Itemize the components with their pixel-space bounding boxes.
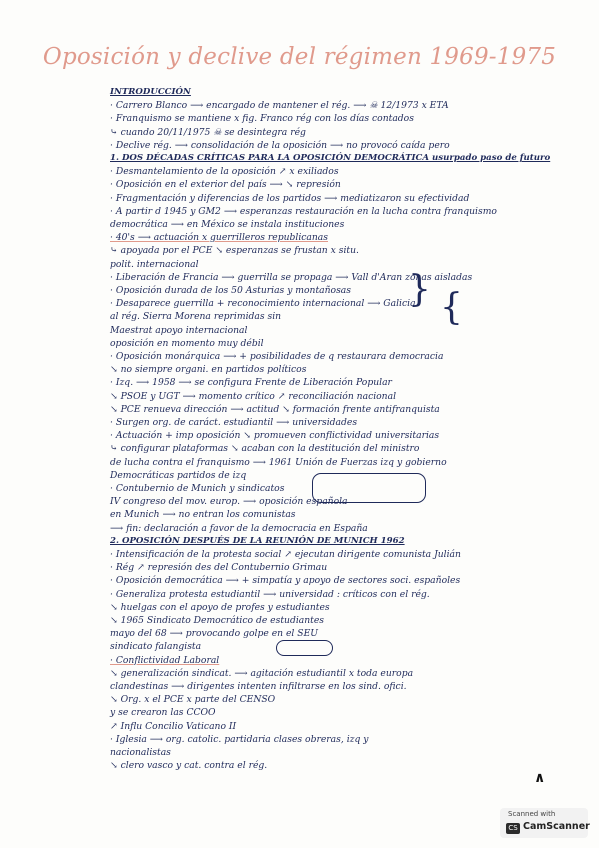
- note-line: · Generaliza protesta estudiantil ⟶ universidad : críticos con el rég.: [110, 588, 430, 600]
- note-line: · Surgen org. de caráct. estudiantil ⟶ universidades: [110, 417, 358, 428]
- camscanner-logo-icon: CS: [506, 823, 520, 834]
- note-line: · Fragmentación y diferencias de los partidos ⟶ mediatizaron su efectividad: [110, 192, 470, 204]
- note-line: · Actuación + imp oposición ↘ promueven conflictividad universitarias: [110, 430, 440, 442]
- note-line: · Iglesia ⟶ org. catolic. partidaria clases obreras, izq y: [110, 733, 369, 745]
- note-line: · Oposición en el exterior del país ⟶ ↘ represión: [110, 179, 341, 191]
- note-line: ↘ Org. x el PCE x parte del CENSO: [110, 694, 276, 706]
- note-line: sindicato falangista: [110, 641, 202, 653]
- note-line: · A partir d 1945 y GM2 ⟶ esperanzas restauración en la lucha contra franquismo: [110, 205, 497, 217]
- note-line: ↘ PSOE y UGT ⟶ momento crítico ↗ reconciliación nacional: [110, 390, 397, 402]
- brace-regions: }: [408, 269, 431, 310]
- note-line: · Liberación de Francia ⟶ guerrilla se propaga ⟶ Vall d'Aran zonas aisladas: [110, 271, 473, 283]
- note-line: · Oposición democrática ⟶ + simpatía y apoyo de sectores soci. españoles: [110, 575, 461, 587]
- note-line: ↘ PCE renueva dirección ⟶ actitud ↘ formación frente antifranquista: [110, 403, 440, 415]
- note-line: · Desaparece guerrilla + reconocimiento internacional ⟶ Galicia: [110, 298, 416, 310]
- note-line: ↘ generalización sindicat. ⟶ agitación estudiantil x toda europa: [110, 667, 414, 679]
- note-line: · Franquismo se mantiene x fig. Franco rég con los días contados: [110, 113, 414, 125]
- note-line: Democráticas partidos de izq: [110, 469, 247, 481]
- note-line: clandestinas ⟶ dirigentes intenten infiltrarse en los sind. ofici.: [110, 681, 407, 692]
- note-line: · Izq. ⟶ 1958 ⟶ se configura Frente de Liberación Popular: [110, 377, 392, 389]
- note-line: · Desmantelamiento de la oposición ↗ x exiliados: [110, 166, 339, 178]
- note-line: ↘ no siempre organi. en partidos políticos: [110, 364, 307, 376]
- note-line: democrática ⟶ en México se instala instituciones: [110, 219, 345, 230]
- note-line: ↗ Influ Concilio Vaticano II: [110, 720, 237, 732]
- note-line: ↘ 1965 Sindicato Democrático de estudiantes: [110, 615, 325, 626]
- note-line: · Oposición durada de los 50 Asturias y montañosas: [110, 285, 351, 296]
- note-line: · Conflictividad Laboral: [110, 654, 220, 666]
- note-line: · Oposición monárquica ⟶ + posibilidades de q restaurara democracia: [110, 351, 444, 362]
- camscanner-name: CamScanner: [523, 821, 590, 832]
- note-line: · Declive rég. ⟶ consolidación de la oposición ⟶ no provocó caída pero: [110, 139, 450, 151]
- union-fuerzas-box: [312, 473, 426, 503]
- page-title: Oposición y declive del régimen 1969-1975: [42, 44, 557, 70]
- note-line: mayo del 68 ⟶ provocando golpe en el SEU: [110, 628, 319, 640]
- note-line: · Rég ↗ represión des del Contubernio Grimau: [110, 562, 328, 574]
- note-line: · Carrero Blanco ⟶ encargado de mantener el rég. ⟶ ☠ 12/1973 x ETA: [110, 100, 449, 112]
- scanned-with-label: Scanned with: [508, 810, 556, 818]
- note-line: Maestrat apoyo internacional: [110, 324, 248, 336]
- note-line: oposición en momento muy débil: [110, 337, 264, 349]
- note-line: ⤷ configurar plataformas ↘ acaban con la destitución del ministro: [110, 443, 420, 455]
- note-line: ⟶ fin: declaración a favor de la democracia en España: [110, 522, 368, 534]
- note-line: ↘ huelgas con el apoyo de profes y estudiantes: [110, 601, 330, 613]
- section-heading: 1. DOS DÉCADAS CRÍTICAS PARA LA OPOSICIÓN DEMOCRÁTICA usurpado paso de futuro: [110, 153, 551, 163]
- caret-mark: ∧: [534, 770, 546, 786]
- note-line: en Munich ⟶ no entran los comunistas: [110, 509, 296, 521]
- note-line: nacionalistas: [110, 747, 171, 758]
- note-line: polit. internacional: [110, 258, 199, 270]
- note-line: al rég. Sierra Morena reprimidas sin: [110, 311, 282, 323]
- camscanner-badge: [500, 808, 588, 838]
- note-line: de lucha contra el franquismo ⟶ 1961 Unión de Fuerzas izq y gobierno: [110, 456, 447, 468]
- section-heading: 2. OPOSICIÓN DESPUÉS DE LA REUNIÓN DE MUNICH 1962: [110, 535, 405, 546]
- mayo-68-box: [276, 640, 333, 656]
- note-line: ⤷ apoyada por el PCE ↘ esperanzas se frustan x situ.: [110, 245, 359, 257]
- note-line: ⤷ cuando 20/11/1975 ☠ se desintegra rég: [110, 126, 306, 138]
- note-line: · Contubernio de Munich y sindicatos: [110, 483, 285, 494]
- section-heading: INTRODUCCIÓN: [110, 87, 191, 97]
- note-line: IV congreso del mov. europ. ⟶ oposición española: [110, 496, 348, 508]
- note-line: · 40's ⟶ actuación x guerrilleros republicanas: [110, 232, 328, 244]
- note-line: y se crearon las CCOO: [110, 707, 216, 719]
- brace-zones: {: [440, 287, 463, 328]
- note-line: ↘ clero vasco y cat. contra el rég.: [110, 760, 268, 772]
- note-line: · Intensificación de la protesta social ↗ ejecutan dirigente comunista Julián: [110, 549, 461, 560]
